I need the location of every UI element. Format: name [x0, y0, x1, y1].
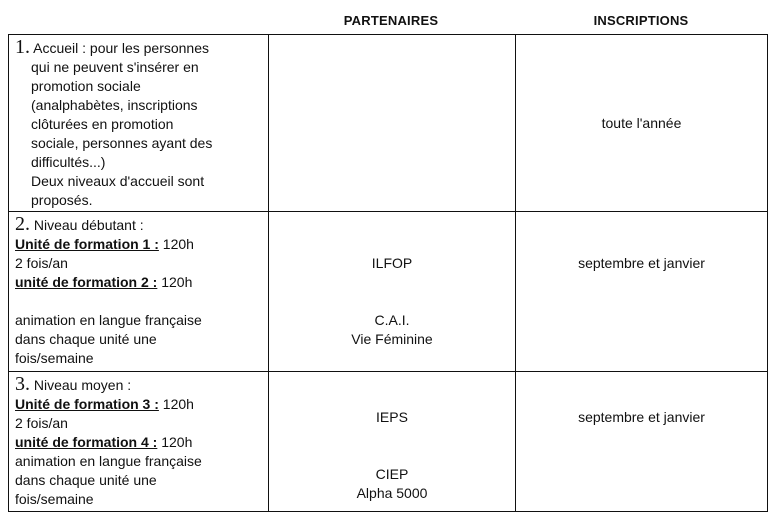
- row-3-unit-a-label: Unité de formation 3 :: [15, 396, 159, 412]
- row-2-partner-2: C.A.I.: [374, 312, 410, 328]
- row-1-line-5: sociale, personnes ayant des: [31, 135, 213, 151]
- row-1-description: [9, 35, 269, 212]
- row-3-unit-b-hours: 120h: [161, 434, 193, 450]
- row-3-number: 3.: [15, 373, 30, 395]
- row-3-partner-2: CIEP: [375, 466, 409, 482]
- row-3-partner-3: Alpha 5000: [356, 485, 428, 501]
- row-1-number: 1.: [15, 36, 30, 58]
- header-partenaires: PARTENAIRES: [343, 13, 439, 28]
- row-1-inscriptions: [516, 35, 768, 212]
- row-3-animation-2: dans chaque unité une: [15, 472, 157, 488]
- row-2-inscriptions-text: septembre et janvier: [578, 255, 705, 271]
- row-3-partner-1: IEPS: [376, 409, 408, 425]
- row-2-animation-1: animation en langue française: [15, 312, 202, 328]
- row-3-unit-b-label: unité de formation 4 :: [15, 434, 158, 450]
- row-3-unit-a-hours: 120h: [162, 396, 194, 412]
- row-3-partenaires: [269, 372, 516, 512]
- table-row: [9, 212, 768, 372]
- row-2-title: Niveau débutant :: [33, 217, 144, 233]
- row-1-line-8: proposés.: [31, 192, 93, 208]
- row-3-title: Niveau moyen :: [33, 377, 132, 393]
- row-2-partner-3: Vie Féminine: [351, 331, 433, 347]
- row-2-unit-a-freq: 2 fois/an: [15, 255, 68, 271]
- row-1-line-1: qui ne peuvent s'insérer en: [31, 59, 199, 75]
- row-3-animation-1: animation en langue française: [15, 453, 202, 469]
- row-3-inscriptions-text: septembre et janvier: [578, 409, 705, 425]
- row-3-inscriptions: [516, 372, 768, 512]
- row-2-number: 2.: [15, 213, 30, 235]
- row-2-animation-3: fois/semaine: [15, 350, 94, 366]
- row-2-animation-2: dans chaque unité une: [15, 331, 157, 347]
- row-2-unit-a-label: Unité de formation 1 :: [15, 236, 159, 252]
- row-3-description: [9, 372, 269, 512]
- row-2-partenaires: [269, 212, 516, 372]
- row-1-line-4: clôturées en promotion: [31, 116, 174, 132]
- programme-table: [8, 34, 768, 512]
- table-row: [9, 372, 768, 512]
- row-2-unit-a-hours: 120h: [162, 236, 194, 252]
- row-1-line-2: promotion sociale: [31, 78, 141, 94]
- row-2-description: [9, 212, 269, 372]
- row-1-line-7: Deux niveaux d'accueil sont: [31, 173, 205, 189]
- row-2-inscriptions: [516, 212, 768, 372]
- row-2-unit-b-label: unité de formation 2 :: [15, 274, 158, 290]
- row-2-unit-b-hours: 120h: [161, 274, 193, 290]
- row-1-line-3: (analphabètes, inscriptions: [31, 97, 198, 113]
- row-3-animation-3: fois/semaine: [15, 491, 94, 507]
- row-1-partenaires: [269, 35, 516, 212]
- row-2-partner-1: ILFOP: [371, 255, 413, 271]
- row-1-line-6: difficultés...): [31, 154, 106, 170]
- row-1-inscriptions-text: toute l'année: [601, 115, 682, 131]
- row-1-title: Accueil : pour les personnes: [33, 40, 209, 56]
- header-inscriptions: INSCRIPTIONS: [593, 13, 689, 28]
- table-row: [9, 35, 768, 212]
- row-3-unit-a-freq: 2 fois/an: [15, 415, 68, 431]
